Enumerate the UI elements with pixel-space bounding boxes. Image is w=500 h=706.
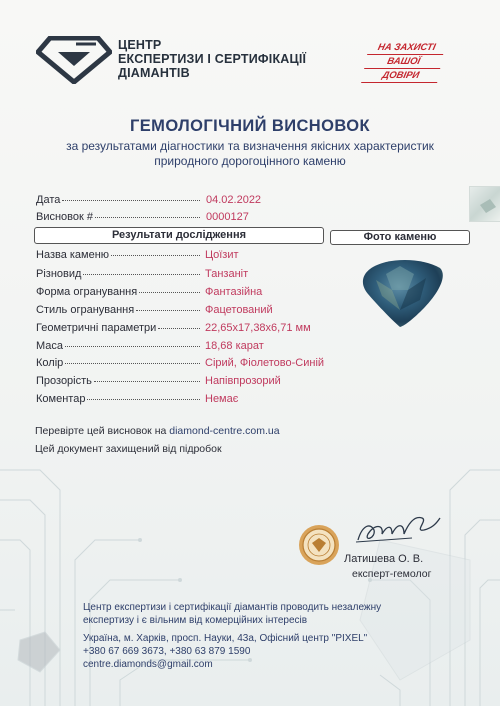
result-value: 18,68 карат bbox=[205, 340, 264, 352]
result-label: Прозорість bbox=[36, 375, 92, 387]
result-label: Коментар bbox=[36, 393, 86, 405]
verify-note bbox=[35, 425, 280, 437]
date-label: Дата bbox=[36, 194, 61, 206]
org-name-line1: ЦЕНТР bbox=[118, 38, 162, 52]
signature-icon bbox=[352, 512, 444, 552]
result-label: Стиль огранування bbox=[36, 304, 135, 316]
result-label: Колір bbox=[36, 357, 64, 369]
signer-role: експерт-гемолог bbox=[352, 568, 432, 580]
result-row bbox=[36, 304, 202, 316]
result-row bbox=[36, 286, 202, 298]
org-name-line2: ЕКСПЕРТИЗИ І СЕРТИФІКАЦІЇ bbox=[118, 52, 307, 66]
document-subtitle bbox=[0, 139, 500, 169]
result-row bbox=[36, 393, 202, 405]
protected-note: Цей документ захищений від підробок bbox=[35, 443, 222, 455]
result-label: Маса bbox=[36, 340, 64, 352]
stamp-line2: ВАШОЇ bbox=[386, 56, 422, 67]
subtitle-line1: за результатами діагностики та визначення якісних характеристик bbox=[66, 139, 434, 153]
result-label: Назва каменю bbox=[36, 249, 110, 261]
footer-line1: Центр експертизи і сертифікації діамантів проводить незалежну bbox=[83, 602, 382, 613]
stamp-line1: НА ЗАХИСТІ bbox=[376, 42, 437, 53]
gemstone-photo bbox=[356, 256, 448, 328]
document-title: ГЕМОЛОГІЧНИЙ ВИСНОВОК bbox=[130, 117, 370, 135]
verify-link[interactable]: diamond-centre.com.ua bbox=[169, 425, 280, 437]
meta-row-date bbox=[36, 194, 202, 206]
result-row bbox=[36, 340, 202, 352]
footer-email[interactable]: centre.diamonds@gmail.com bbox=[83, 659, 213, 670]
stamp-line3: ДОВІРИ bbox=[381, 70, 421, 81]
result-row bbox=[36, 322, 202, 334]
hologram-icon bbox=[469, 186, 500, 222]
result-value: Танзаніт bbox=[205, 268, 249, 280]
result-value: Напівпрозорий bbox=[205, 375, 281, 387]
result-row bbox=[36, 375, 202, 387]
seal-icon bbox=[298, 524, 340, 566]
result-value: Фантазійна bbox=[205, 286, 263, 298]
result-row bbox=[36, 357, 202, 369]
trust-stamp bbox=[362, 42, 446, 81]
verify-text: Перевірте цей висновок на bbox=[35, 425, 170, 437]
org-name bbox=[118, 38, 306, 80]
result-label: Різновид bbox=[36, 268, 82, 280]
footer-address: Україна, м. Харків, просп. Науки, 43а, Офісний центр "PIXEL" bbox=[83, 633, 368, 644]
number-label: Висновок # bbox=[36, 211, 93, 223]
footer-line2: експертизу і є вільним від комерційних інтересів bbox=[83, 615, 308, 626]
result-value: Фацетований bbox=[205, 304, 273, 316]
result-value: Цоїзит bbox=[205, 249, 239, 261]
result-label: Геометричні параметри bbox=[36, 322, 157, 334]
meta-row-number bbox=[36, 211, 202, 223]
footer-statement bbox=[83, 601, 381, 627]
result-value: Немає bbox=[205, 393, 239, 405]
results-header: Результати дослідження bbox=[34, 227, 324, 244]
date-value: 04.02.2022 bbox=[206, 194, 262, 206]
photo-header: Фото каменю bbox=[330, 230, 470, 245]
signer-name: Латишева О. В. bbox=[344, 553, 424, 565]
result-label: Форма огранування bbox=[36, 286, 138, 298]
result-value: 22,65x17,38x6,71 мм bbox=[205, 322, 311, 334]
footer-contacts bbox=[83, 632, 367, 671]
diamond-logo-icon bbox=[36, 36, 112, 84]
result-value: Сірий, Фіолетово-Синій bbox=[205, 357, 325, 369]
result-row bbox=[36, 249, 202, 261]
result-row bbox=[36, 268, 202, 280]
subtitle-line2: природного дорогоцінного каменю bbox=[154, 154, 346, 168]
org-name-line3: ДІАМАНТІВ bbox=[118, 66, 190, 80]
number-value: 0000127 bbox=[206, 211, 249, 223]
footer-phones: +380 67 669 3673, +380 63 879 1590 bbox=[83, 646, 251, 657]
